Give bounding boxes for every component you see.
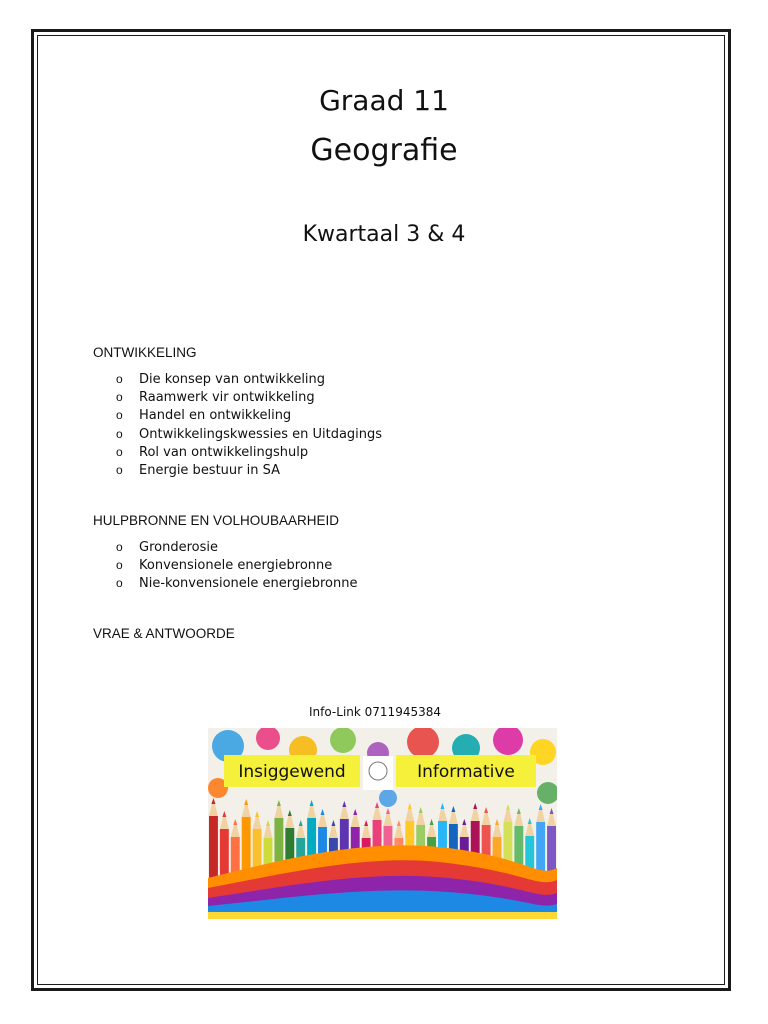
bullet-icon: o bbox=[116, 576, 123, 591]
bullet-icon: o bbox=[116, 540, 123, 554]
list-item: o Gronderosie bbox=[116, 540, 218, 555]
section-heading-hulpbronne: HULPBRONNE EN VOLHOUBAARHEID bbox=[93, 513, 340, 528]
list-item: o Handel en ontwikkeling bbox=[116, 408, 292, 424]
bullet-icon: o bbox=[116, 408, 123, 423]
section-heading-vrae: VRAE & ANTWOORDE bbox=[93, 626, 235, 641]
bullet-icon: o bbox=[116, 444, 123, 459]
section-heading-ontwikkeling: ONTWIKKELING bbox=[93, 345, 197, 360]
list-item: o Ontwikkelingskwessies en Uitdagings bbox=[116, 426, 383, 442]
hulpbronne-list bbox=[116, 538, 358, 593]
grade-title: Graad 11 bbox=[319, 84, 449, 117]
logo-label-right: Informative bbox=[417, 762, 515, 782]
subject-title: Geografie bbox=[310, 133, 458, 168]
term-title: Kwartaal 3 & 4 bbox=[302, 222, 466, 247]
ontwikkeling-list bbox=[116, 370, 382, 479]
list-item: o Nie-konvensionele energiebronne bbox=[116, 576, 358, 592]
logo-label-left: Insiggewend bbox=[238, 762, 346, 782]
list-item: o Raamwerk vir ontwikkeling bbox=[116, 390, 315, 406]
bullet-icon: o bbox=[116, 390, 123, 405]
list-item: o Rol van ontwikkelingshulp bbox=[116, 444, 309, 460]
list-item: o Energie bestuur in SA bbox=[116, 462, 281, 478]
bullet-icon: o bbox=[116, 372, 123, 386]
colored-pencils-logo bbox=[208, 728, 557, 919]
bullet-icon: o bbox=[116, 462, 123, 477]
list-item: o Konvensionele energiebronne bbox=[116, 558, 333, 574]
info-link-text: Info-Link 0711945384 bbox=[309, 705, 441, 719]
list-item: o Die konsep van ontwikkeling bbox=[116, 372, 326, 387]
bullet-icon: o bbox=[116, 558, 123, 573]
bullet-icon: o bbox=[116, 426, 123, 441]
